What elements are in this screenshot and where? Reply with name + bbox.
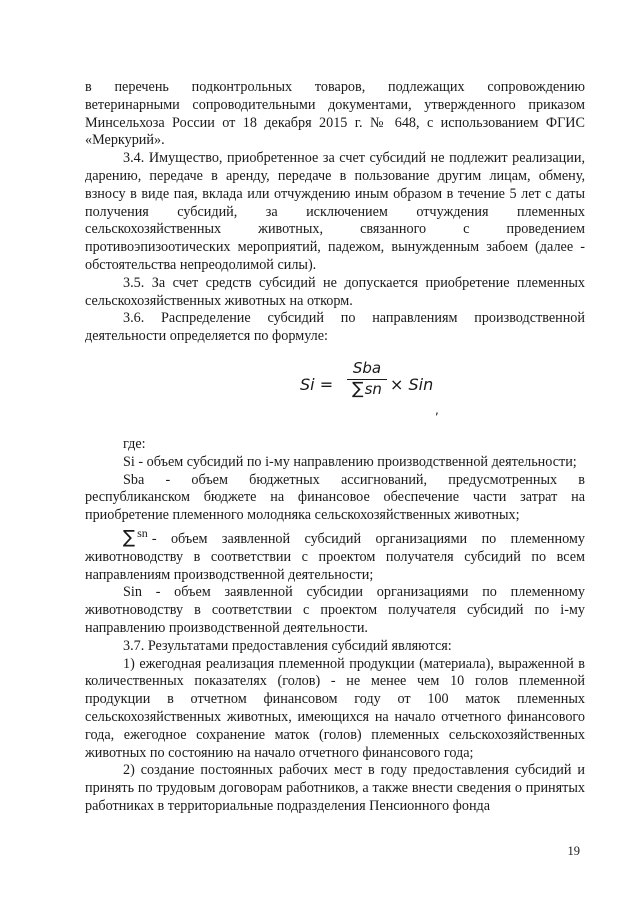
- sigma-symbol: ∑: [352, 378, 364, 399]
- formula-fraction: [347, 360, 387, 399]
- paragraph-3-6: 3.6. Распределение субсидий по направлениям производственной деятельности определяется по формуле:: [85, 310, 585, 345]
- paragraph-3-4: 3.4. Имущество, приобретенное за счет субсидий не подлежит реализации, дарению, передаче в аренду, передаче в пользование другим лицам, обмену, взносу в виде пая, вклада или отчуждению иным образом в течение 5 лет с даты получения субсидий, за исключением отчуждения племенных сельскохозяйственных животных, связанного с проведением противоэпизоотических мероприятий, падежом, вынужденным забоем (далее - обстоятельства непреодолимой силы).: [85, 150, 585, 273]
- formula-lhs: Si =: [300, 374, 334, 394]
- paragraph-3-7: 3.7. Результатами предоставления субсидий являются:: [123, 637, 452, 654]
- definition-sum-sn: [85, 525, 585, 584]
- sum-subscript: sn: [137, 525, 148, 540]
- formula-numerator: Sba: [352, 358, 382, 377]
- list-item-1: 1) ежегодная реализация племенной продукции (материала), выраженной в количественных показателях (голов) - не менее чем 10 голов племенной продукции в отчетном финансовом году от 100 маток племенных сельскохозяйственных животных, имеющихся на начало отчетного финансового года, ежегодное сохранение маток (голов) племенных сельскохозяйственных животных по состоянию на начало отчетного финансового года;: [85, 655, 585, 761]
- formula-denominator-group: [347, 378, 387, 399]
- document-body: [85, 79, 585, 816]
- formula-rhs: × Sin: [390, 374, 434, 394]
- list-item-2: 2) создание постоянных рабочих мест в году предоставления субсидий и принять по трудовым договорам работников, а также внести сведения о принятых работниках в территориальные подразделения Пенсионного фонда: [85, 762, 585, 814]
- page-number: 19: [567, 844, 580, 858]
- definition-sin: Sin - объем заявленной субсидии организациями по племенному животноводству в соответствии с проектом получателя субсидий по i-му направлению производственной деятельности.: [85, 584, 585, 636]
- paragraph-3-5: 3.5. За счет средств субсидий не допускается приобретение племенных сельскохозяйственных животных на откорм.: [85, 274, 585, 309]
- paragraph-intro: в перечень подконтрольных товаров, подлежащих сопровождению ветеринарными сопроводительными документами, утвержденного приказом Минсельхоза России от 18 декабря 2015 г. № 648, с использованием ФГИС «Меркурий».: [85, 79, 585, 149]
- formula-denominator: sn: [364, 379, 382, 398]
- definition-si: Si - объем субсидий по i-му направлению производственной деятельности;: [123, 453, 577, 470]
- definition-sba: Sba - объем бюджетных ассигнований, предусмотренных в республиканском бюджете на финансовое обеспечение части затрат на приобретение племенного молодняка сельскохозяйственных животных;: [85, 471, 585, 524]
- definition-sum-text: - объем заявленной субсидий организациями по племенному животноводству в соответствии с проектом получателя субсидий по всем направлениям производственной деятельности;: [85, 530, 585, 583]
- distribution-formula: [85, 352, 585, 432]
- sum-symbol: ∑: [123, 526, 136, 548]
- where-label: где:: [123, 435, 146, 452]
- formula-trailing-comma: ,: [435, 402, 439, 417]
